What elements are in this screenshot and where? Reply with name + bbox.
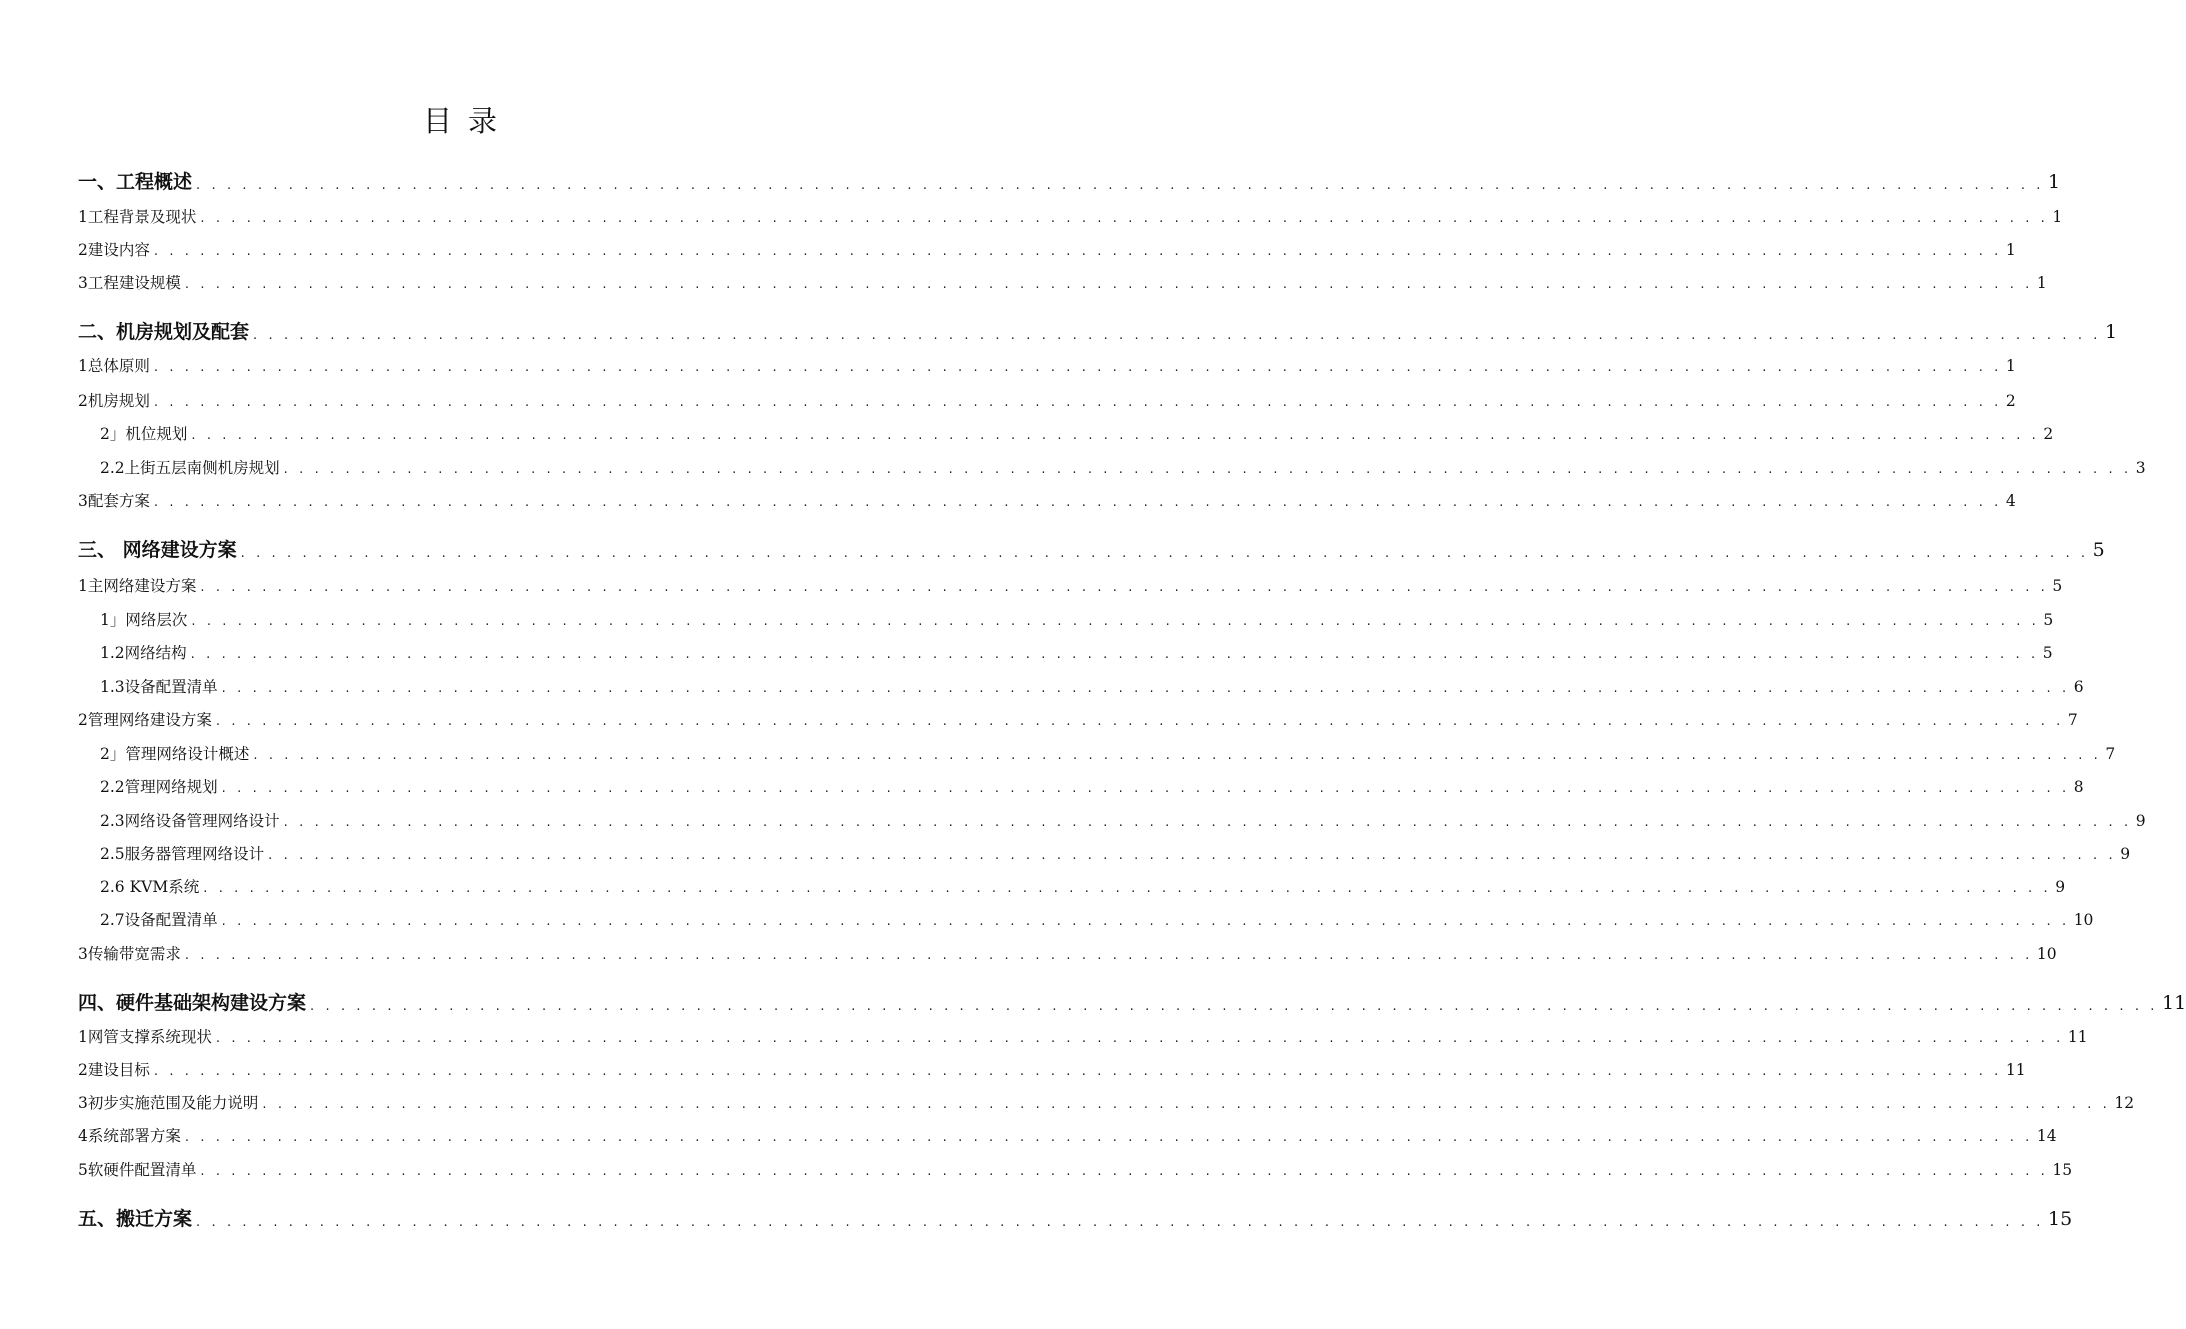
toc-entry-page-number: 1 — [2048, 171, 2061, 193]
toc-entry-label: 2.2上街五层南侧机房规划 — [100, 459, 280, 477]
toc-entry[interactable] — [78, 488, 2016, 514]
toc-entry[interactable] — [78, 674, 2084, 700]
dot-leader: . . . . . . . . . . . . . . . . . . . . . . . . . . . . . . . . . . . . . . . . . . . . . . . . . . . . . . . . . . . . . . . . . . . . . . . . . . . . . . . . . . . . . . . . . . . . . . . . . . . . . . . . . . . . . . . . . . . . . . . . — [203, 881, 2052, 896]
toc-entry-label: 1网管支撑系统现状 — [78, 1028, 212, 1046]
toc-entry[interactable] — [78, 204, 2063, 230]
toc-entry-page-number: 1 — [2005, 241, 2016, 259]
dot-leader: . . . . . . . . . . . . . . . . . . . . . . . . . . . . . . . . . . . . . . . . . . . . . . . . . . . . . . . . . . . . . . . . . . . . . . . . . . . . . . . . . . . . . . . . . . . . . . . . . . . . . . . . . . . . . . . . . . . . . . . . — [191, 428, 2040, 443]
dot-leader: . . . . . . . . . . . . . . . . . . . . . . . . . . . . . . . . . . . . . . . . . . . . . . . . . . . . . . . . . . . . . . . . . . . . . . . . . . . . . . . . . . . . . . . . . . . . . . . . . . . . . . . . . . . . . . . . . . . . . . . . — [262, 1097, 2111, 1112]
toc-title: 目录 — [422, 104, 513, 138]
toc-entry-page-number: 11 — [2162, 992, 2186, 1014]
toc-entry[interactable] — [78, 874, 2066, 900]
toc-entry-page-number: 5 — [2092, 539, 2105, 561]
toc-entry-label: 2建设内容 — [78, 241, 150, 259]
toc-entry-page-number: 7 — [2105, 745, 2116, 763]
dot-leader: . . . . . . . . . . . . . . . . . . . . . . . . . . . . . . . . . . . . . . . . . . . . . . . . . . . . . . . . . . . . . . . . . . . . . . . . . . . . . . . . . . . . . . . . . . . . . . . . . . . . . . . . . . . . . . . . . . . . . . . . — [191, 614, 2040, 629]
toc-entry[interactable] — [78, 1157, 2073, 1183]
toc-entry-page-number: 1 — [2036, 274, 2047, 292]
toc-entry-page-number: 15 — [2048, 1208, 2073, 1230]
toc-entry-page-number: 5 — [2043, 611, 2054, 629]
toc-entry[interactable] — [78, 1123, 2057, 1149]
toc-entry-label: 2建设目标 — [78, 1061, 150, 1079]
toc-entry-page-number: 5 — [2052, 577, 2063, 595]
toc-entry-label: 三、 网络建设方案 — [78, 539, 237, 561]
toc-entry-page-number: 11 — [2005, 1061, 2026, 1079]
toc-entry-page-number: 4 — [2005, 492, 2016, 510]
toc-entry[interactable] — [78, 988, 2186, 1018]
dot-leader: . . . . . . . . . . . . . . . . . . . . . . . . . . . . . . . . . . . . . . . . . . . . . . . . . . . . . . . . . . . . . . . . . . . . . . . . . . . . . . . . . . . . . . . . . . . . . . . . . . . . . . . . . . . . . . . . . . . . . . . . — [153, 395, 2002, 410]
toc-entry[interactable] — [78, 907, 2094, 933]
toc-entry[interactable] — [78, 707, 2078, 733]
toc-entry-page-number: 10 — [2036, 945, 2057, 963]
dot-leader: . . . . . . . . . . . . . . . . . . . . . . . . . . . . . . . . . . . . . . . . . . . . . . . . . . . . . . . . . . . . . . . . . . . . . . . . . . . . . . . . . . . . . . . . . . . . . . . . . . . . . . . . . . . . . . . . . . . . . . . . — [310, 999, 2159, 1014]
dot-leader: . . . . . . . . . . . . . . . . . . . . . . . . . . . . . . . . . . . . . . . . . . . . . . . . . . . . . . . . . . . . . . . . . . . . . . . . . . . . . . . . . . . . . . . . . . . . . . . . . . . . . . . . . . . . . . . . . . . . . . . . — [184, 1130, 2033, 1145]
dot-leader: . . . . . . . . . . . . . . . . . . . . . . . . . . . . . . . . . . . . . . . . . . . . . . . . . . . . . . . . . . . . . . . . . . . . . . . . . . . . . . . . . . . . . . . . . . . . . . . . . . . . . . . . . . . . . . . . . . . . . . . . — [184, 948, 2033, 963]
toc-entry-page-number: 1 — [2105, 321, 2118, 343]
dot-leader: . . . . . . . . . . . . . . . . . . . . . . . . . . . . . . . . . . . . . . . . . . . . . . . . . . . . . . . . . . . . . . . . . . . . . . . . . . . . . . . . . . . . . . . . . . . . . . . . . . . . . . . . . . . . . . . . . . . . . . . . — [190, 647, 2039, 662]
toc-entry-page-number: 2 — [2005, 392, 2016, 410]
toc-entry-page-number: 7 — [2067, 711, 2078, 729]
toc-entry-page-number: 10 — [2073, 911, 2094, 929]
toc-entry-label: 二、机房规划及配套 — [78, 321, 250, 343]
toc-entry-page-number: 2 — [2043, 425, 2054, 443]
toc-entry-page-number: 6 — [2073, 678, 2084, 696]
toc-entry-label: 2.3网络设备管理网络设计 — [100, 812, 280, 830]
dot-leader: . . . . . . . . . . . . . . . . . . . . . . . . . . . . . . . . . . . . . . . . . . . . . . . . . . . . . . . . . . . . . . . . . . . . . . . . . . . . . . . . . . . . . . . . . . . . . . . . . . . . . . . . . . . . . . . . . . . . . . . . — [153, 1064, 2002, 1079]
toc-entry-label: 1总体原则 — [78, 357, 150, 375]
toc-entry-label: 2.7设备配置清单 — [100, 911, 218, 929]
toc-entry[interactable] — [78, 353, 2016, 379]
dot-leader: . . . . . . . . . . . . . . . . . . . . . . . . . . . . . . . . . . . . . . . . . . . . . . . . . . . . . . . . . . . . . . . . . . . . . . . . . . . . . . . . . . . . . . . . . . . . . . . . . . . . . . . . . . . . . . . . . . . . . . . . — [240, 546, 2089, 561]
toc-entry[interactable] — [78, 388, 2016, 414]
toc-entry-page-number: 1 — [2052, 208, 2063, 226]
dot-leader: . . . . . . . . . . . . . . . . . . . . . . . . . . . . . . . . . . . . . . . . . . . . . . . . . . . . . . . . . . . . . . . . . . . . . . . . . . . . . . . . . . . . . . . . . . . . . . . . . . . . . . . . . . . . . . . . . . . . . . . . — [153, 360, 2002, 375]
toc-entry[interactable] — [78, 1024, 2088, 1050]
toc-entry[interactable] — [78, 573, 2063, 599]
toc-entry-page-number: 9 — [2135, 812, 2146, 830]
toc-entry-page-number: 15 — [2052, 1161, 2073, 1179]
toc-entry-page-number: 8 — [2073, 778, 2084, 796]
toc-entry-label: 2」机位规划 — [100, 425, 188, 443]
dot-leader: . . . . . . . . . . . . . . . . . . . . . . . . . . . . . . . . . . . . . . . . . . . . . . . . . . . . . . . . . . . . . . . . . . . . . . . . . . . . . . . . . . . . . . . . . . . . . . . . . . . . . . . . . . . . . . . . . . . . . . . . — [215, 1031, 2064, 1046]
toc-entry[interactable] — [78, 270, 2047, 296]
toc-entry-label: 3配套方案 — [78, 492, 150, 510]
toc-entry-page-number: 1 — [2005, 357, 2016, 375]
toc-entry-label: 2」管理网络设计概述 — [100, 745, 250, 763]
toc-entry[interactable] — [78, 167, 2061, 197]
toc-entry-label: 2机房规划 — [78, 392, 150, 410]
dot-leader: . . . . . . . . . . . . . . . . . . . . . . . . . . . . . . . . . . . . . . . . . . . . . . . . . . . . . . . . . . . . . . . . . . . . . . . . . . . . . . . . . . . . . . . . . . . . . . . . . . . . . . . . . . . . . . . . . . . . . . . . — [196, 1215, 2045, 1230]
dot-leader: . . . . . . . . . . . . . . . . . . . . . . . . . . . . . . . . . . . . . . . . . . . . . . . . . . . . . . . . . . . . . . . . . . . . . . . . . . . . . . . . . . . . . . . . . . . . . . . . . . . . . . . . . . . . . . . . . . . . . . . . — [200, 580, 2049, 595]
toc-entry-label: 一、工程概述 — [78, 171, 193, 193]
dot-leader: . . . . . . . . . . . . . . . . . . . . . . . . . . . . . . . . . . . . . . . . . . . . . . . . . . . . . . . . . . . . . . . . . . . . . . . . . . . . . . . . . . . . . . . . . . . . . . . . . . . . . . . . . . . . . . . . . . . . . . . . — [253, 328, 2102, 343]
toc-entry-label: 3传输带宽需求 — [78, 945, 181, 963]
toc-entry[interactable] — [78, 741, 2116, 767]
dot-leader: . . . . . . . . . . . . . . . . . . . . . . . . . . . . . . . . . . . . . . . . . . . . . . . . . . . . . . . . . . . . . . . . . . . . . . . . . . . . . . . . . . . . . . . . . . . . . . . . . . . . . . . . . . . . . . . . . . . . . . . . — [196, 178, 2045, 193]
dot-leader: . . . . . . . . . . . . . . . . . . . . . . . . . . . . . . . . . . . . . . . . . . . . . . . . . . . . . . . . . . . . . . . . . . . . . . . . . . . . . . . . . . . . . . . . . . . . . . . . . . . . . . . . . . . . . . . . . . . . . . . . — [153, 495, 2002, 510]
toc-entry-page-number: 12 — [2114, 1094, 2135, 1112]
dot-leader: . . . . . . . . . . . . . . . . . . . . . . . . . . . . . . . . . . . . . . . . . . . . . . . . . . . . . . . . . . . . . . . . . . . . . . . . . . . . . . . . . . . . . . . . . . . . . . . . . . . . . . . . . . . . . . . . . . . . . . . . — [184, 277, 2033, 292]
dot-leader: . . . . . . . . . . . . . . . . . . . . . . . . . . . . . . . . . . . . . . . . . . . . . . . . . . . . . . . . . . . . . . . . . . . . . . . . . . . . . . . . . . . . . . . . . . . . . . . . . . . . . . . . . . . . . . . . . . . . . . . . — [221, 781, 2070, 796]
toc-entry[interactable] — [78, 535, 2105, 565]
toc-entry-label: 五、搬迁方案 — [78, 1208, 193, 1230]
toc-entry-page-number: 5 — [2042, 644, 2053, 662]
toc-entry-label: 2.5服务器管理网络设计 — [100, 845, 265, 863]
toc-entry[interactable] — [78, 808, 2146, 834]
toc-entry-label: 四、硬件基础架构建设方案 — [78, 992, 307, 1014]
toc-entry-label: 1主网络建设方案 — [78, 577, 197, 595]
toc-entry[interactable] — [78, 640, 2053, 666]
dot-leader: . . . . . . . . . . . . . . . . . . . . . . . . . . . . . . . . . . . . . . . . . . . . . . . . . . . . . . . . . . . . . . . . . . . . . . . . . . . . . . . . . . . . . . . . . . . . . . . . . . . . . . . . . . . . . . . . . . . . . . . . — [215, 714, 2064, 729]
toc-entry-label: 2.2管理网络规划 — [100, 778, 218, 796]
toc-entry[interactable] — [78, 607, 2054, 633]
dot-leader: . . . . . . . . . . . . . . . . . . . . . . . . . . . . . . . . . . . . . . . . . . . . . . . . . . . . . . . . . . . . . . . . . . . . . . . . . . . . . . . . . . . . . . . . . . . . . . . . . . . . . . . . . . . . . . . . . . . . . . . . — [253, 748, 2102, 763]
dot-leader: . . . . . . . . . . . . . . . . . . . . . . . . . . . . . . . . . . . . . . . . . . . . . . . . . . . . . . . . . . . . . . . . . . . . . . . . . . . . . . . . . . . . . . . . . . . . . . . . . . . . . . . . . . . . . . . . . . . . . . . . — [221, 681, 2070, 696]
toc-entry-label: 3初步实施范围及能力说明 — [78, 1094, 259, 1112]
toc-entry-label: 2.6 KVM系统 — [100, 878, 200, 896]
toc-entry-page-number: 14 — [2036, 1127, 2057, 1145]
toc-entry[interactable] — [78, 1204, 2073, 1234]
toc-entry[interactable] — [78, 941, 2057, 967]
toc-entry[interactable] — [78, 1090, 2135, 1116]
toc-entry[interactable] — [78, 774, 2084, 800]
toc-entry-label: 5软硬件配置清单 — [78, 1161, 197, 1179]
toc-entry-page-number: 9 — [2120, 845, 2131, 863]
toc-entry[interactable] — [78, 317, 2118, 347]
toc-entry[interactable] — [78, 237, 2016, 263]
toc-entry-page-number: 3 — [2135, 459, 2146, 477]
toc-entry[interactable] — [78, 1057, 2026, 1083]
toc-entry-label: 1工程背景及现状 — [78, 208, 197, 226]
dot-leader: . . . . . . . . . . . . . . . . . . . . . . . . . . . . . . . . . . . . . . . . . . . . . . . . . . . . . . . . . . . . . . . . . . . . . . . . . . . . . . . . . . . . . . . . . . . . . . . . . . . . . . . . . . . . . . . . . . . . . . . . — [153, 244, 2002, 259]
dot-leader: . . . . . . . . . . . . . . . . . . . . . . . . . . . . . . . . . . . . . . . . . . . . . . . . . . . . . . . . . . . . . . . . . . . . . . . . . . . . . . . . . . . . . . . . . . . . . . . . . . . . . . . . . . . . . . . . . . . . . . . . — [221, 914, 2070, 929]
toc-entry-label: 3工程建设规模 — [78, 274, 181, 292]
toc-entry-label: 1」网络层次 — [100, 611, 188, 629]
dot-leader: . . . . . . . . . . . . . . . . . . . . . . . . . . . . . . . . . . . . . . . . . . . . . . . . . . . . . . . . . . . . . . . . . . . . . . . . . . . . . . . . . . . . . . . . . . . . . . . . . . . . . . . . . . . . . . . . . . . . . . . . — [268, 848, 2117, 863]
toc-entry-label: 1.2网络结构 — [100, 644, 187, 662]
toc-entry[interactable] — [78, 421, 2054, 447]
dot-leader: . . . . . . . . . . . . . . . . . . . . . . . . . . . . . . . . . . . . . . . . . . . . . . . . . . . . . . . . . . . . . . . . . . . . . . . . . . . . . . . . . . . . . . . . . . . . . . . . . . . . . . . . . . . . . . . . . . . . . . . . — [283, 815, 2132, 830]
dot-leader: . . . . . . . . . . . . . . . . . . . . . . . . . . . . . . . . . . . . . . . . . . . . . . . . . . . . . . . . . . . . . . . . . . . . . . . . . . . . . . . . . . . . . . . . . . . . . . . . . . . . . . . . . . . . . . . . . . . . . . . . — [283, 462, 2132, 477]
toc-entry-label: 4系统部署方案 — [78, 1127, 181, 1145]
toc-entry-label: 2管理网络建设方案 — [78, 711, 212, 729]
toc-entry[interactable] — [78, 455, 2146, 481]
dot-leader: . . . . . . . . . . . . . . . . . . . . . . . . . . . . . . . . . . . . . . . . . . . . . . . . . . . . . . . . . . . . . . . . . . . . . . . . . . . . . . . . . . . . . . . . . . . . . . . . . . . . . . . . . . . . . . . . . . . . . . . . — [200, 1164, 2049, 1179]
toc-entry-page-number: 9 — [2055, 878, 2066, 896]
dot-leader: . . . . . . . . . . . . . . . . . . . . . . . . . . . . . . . . . . . . . . . . . . . . . . . . . . . . . . . . . . . . . . . . . . . . . . . . . . . . . . . . . . . . . . . . . . . . . . . . . . . . . . . . . . . . . . . . . . . . . . . . — [200, 211, 2049, 226]
toc-entry-label: 1.3设备配置清单 — [100, 678, 218, 696]
toc-entry-page-number: 11 — [2067, 1028, 2088, 1046]
toc-entry[interactable] — [78, 841, 2131, 867]
